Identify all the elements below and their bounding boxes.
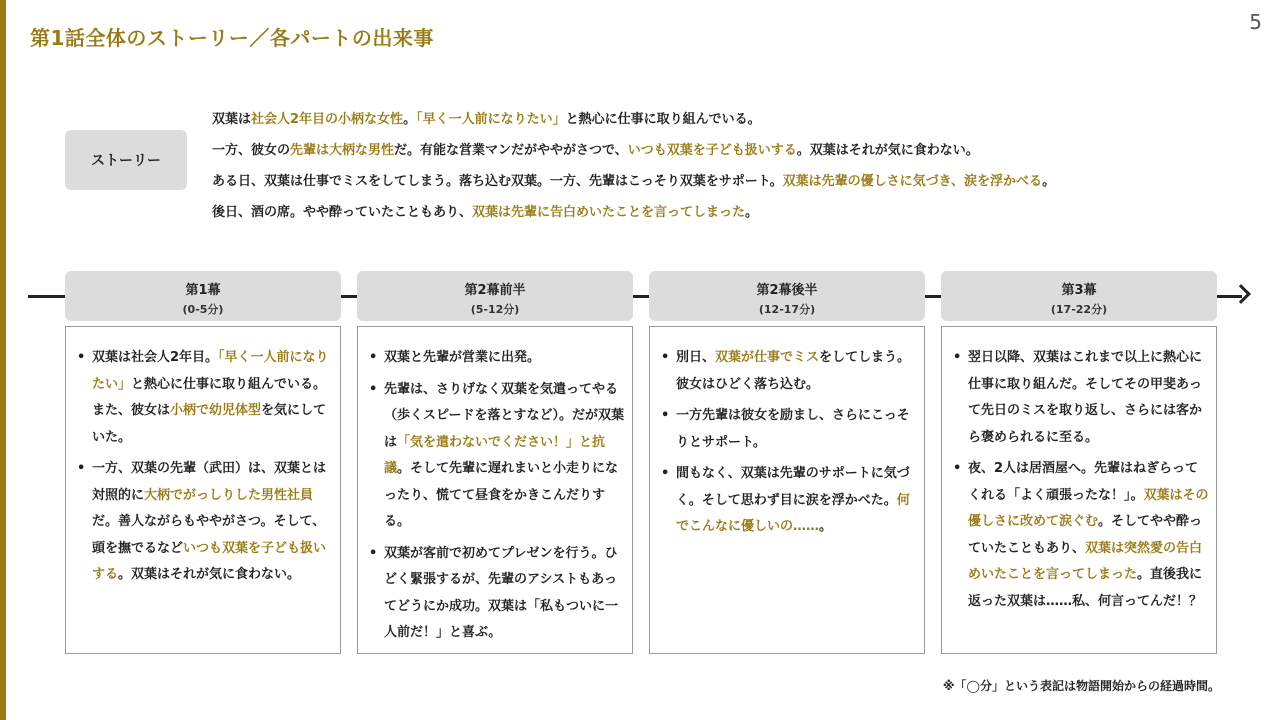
body-text: 別日、 <box>676 350 716 365</box>
story-line <box>212 135 1252 166</box>
act-bullet-list <box>650 327 924 541</box>
body-text: 間もなく、双葉は先輩のサポートに気づく。そして思わず目に涙を浮かべた。 <box>676 466 910 508</box>
act-name: 第2幕後半 <box>756 283 818 298</box>
act-header-3 <box>649 271 925 321</box>
highlight-text: 先輩は大柄な男性 <box>290 143 395 158</box>
highlight-text: いつも双葉を子ども扱いする <box>92 540 327 582</box>
highlight-text: 「早く一人前になりたい」 <box>92 350 329 392</box>
bullet-item <box>368 541 626 647</box>
story-label: ストーリー <box>65 130 187 190</box>
body-text: 。 <box>1042 174 1056 189</box>
act-bullet-list <box>942 327 1216 615</box>
act-box-2 <box>357 326 633 654</box>
body-text: 双葉は <box>212 112 252 127</box>
highlight-text: 双葉が仕事でミス <box>715 350 820 365</box>
bullet-item <box>660 403 918 456</box>
body-text: 双葉が客前で初めてプレゼンを行う。ひどく緊張するが、先輩のアシストもあってどうにか成功。双葉は「私もついに一人前だ！」と喜ぶ。 <box>384 545 619 640</box>
body-text: 双葉と先輩が営業に出発。 <box>384 350 541 365</box>
highlight-text: いつも双葉を子ども扱いする <box>627 143 797 158</box>
bullet-item <box>368 345 626 372</box>
act-time: (17-22分) <box>1050 303 1108 316</box>
body-text: 一方先輩は彼女を励まし、さらにこっそりとサポート。 <box>676 408 910 450</box>
act-box-4 <box>941 326 1217 654</box>
body-text: 。双葉はそれが気に食わない。 <box>118 567 301 582</box>
act-time: (12-17分) <box>758 303 816 316</box>
bullet-item <box>76 456 334 589</box>
body-text: 後日、酒の席。やや酔っていたこともあり、 <box>212 205 473 220</box>
act-name: 第1幕 <box>185 283 221 298</box>
act-box-1 <box>65 326 341 654</box>
story-line <box>212 197 1252 228</box>
act-box-3 <box>649 326 925 654</box>
page-title: 第1話全体のストーリー／各パートの出来事 <box>30 26 434 50</box>
highlight-text: 双葉は先輩の優しさに気づき、涙を浮かべる <box>782 174 1043 189</box>
bullet-item <box>952 345 1210 451</box>
page-number: 5 <box>1249 10 1262 34</box>
body-text: ある日、双葉は仕事でミスをしてしまう。落ち込む双葉。一方、先輩はこっそり双葉をサポート。 <box>212 174 783 189</box>
highlight-text: 社会人2年目の小柄な女性 <box>251 112 404 127</box>
body-text: 。 <box>819 519 833 534</box>
body-text: 一方、彼女の <box>212 143 291 158</box>
bullet-item <box>76 345 334 451</box>
highlight-text: 双葉はその優しさに改めて涙ぐむ <box>968 487 1209 529</box>
highlight-text: 「気を遣わないでください！」と抗議 <box>384 434 606 476</box>
body-text: と熱心に仕事に取り組んでいる。 <box>565 112 761 127</box>
bullet-item <box>368 377 626 536</box>
body-text: だ。善人ながらもややがさつ。そして、頭を撫でるなど <box>92 514 326 556</box>
highlight-text: 「早く一人前になりたい」 <box>416 112 566 127</box>
left-accent-bar <box>0 0 6 720</box>
bullet-item <box>660 461 918 541</box>
body-text: 双葉は社会人2年目。 <box>92 350 219 365</box>
story-summary <box>212 104 1252 228</box>
timeline-arrow-icon <box>1231 284 1251 304</box>
highlight-text: 双葉は先輩に告白めいたことを言ってしまった <box>472 205 746 220</box>
act-bullet-list <box>358 327 632 647</box>
act-header-4 <box>941 271 1217 321</box>
body-text: 一方、双葉の先輩（武田）は、双葉とは対照的に <box>92 461 327 503</box>
act-time: (0-5分) <box>182 303 224 316</box>
body-text: 。双葉はそれが気に食わない。 <box>796 143 979 158</box>
act-header-2 <box>357 271 633 321</box>
body-text: をしてしまう。彼女はひどく落ち込む。 <box>676 350 911 392</box>
bullet-item <box>660 345 918 398</box>
story-line <box>212 166 1252 197</box>
act-time: (5-12分) <box>470 303 520 316</box>
footnote: ※「◯分」という表記は物語開始からの経過時間。 <box>942 679 1220 693</box>
act-name: 第3幕 <box>1061 283 1097 298</box>
body-text: 。そしてやや酔っていたこともあり、 <box>968 514 1203 556</box>
bullet-item <box>952 456 1210 615</box>
body-text: だ。有能な営業マンだがややがさつで、 <box>394 143 628 158</box>
body-text: を気にしていた。 <box>92 403 327 445</box>
act-bullet-list <box>66 327 340 589</box>
body-text: と熱心に仕事に取り組んでいる。また、彼女は <box>92 376 327 418</box>
act-header-1 <box>65 271 341 321</box>
highlight-text: 小柄で幼児体型 <box>170 403 262 418</box>
body-text: 先輩は、さりげなく双葉を気遣ってやる（歩くスピードを落とすなど）。だが双葉は <box>384 381 624 450</box>
body-text: 。直後我に返った双葉は……私、何言ってんだ！？ <box>968 567 1203 609</box>
body-text: 。そして先輩に遅れまいと小走りになったり、慌てて昼食をかきこんだりする。 <box>384 461 619 529</box>
body-text: 翌日以降、双葉はこれまで以上に熱心に仕事に取り組んだ。そしてその甲斐あって先日のミスを取り返し、さらには客から褒められるに至る。 <box>968 350 1203 445</box>
body-text: 。 <box>403 112 417 127</box>
highlight-text: 大柄でがっしりした男性社員 <box>144 487 314 503</box>
story-line <box>212 104 1252 135</box>
act-name: 第2幕前半 <box>464 283 526 298</box>
highlight-text: 双葉は突然愛の告白めいたことを言ってしまった <box>968 540 1203 582</box>
highlight-text: 何でこんなに優しいの…… <box>676 492 910 534</box>
body-text: 。 <box>745 205 759 220</box>
body-text: 夜、2人は居酒屋へ。先輩はねぎらってくれる「よく頑張ったな！」。 <box>968 461 1199 503</box>
